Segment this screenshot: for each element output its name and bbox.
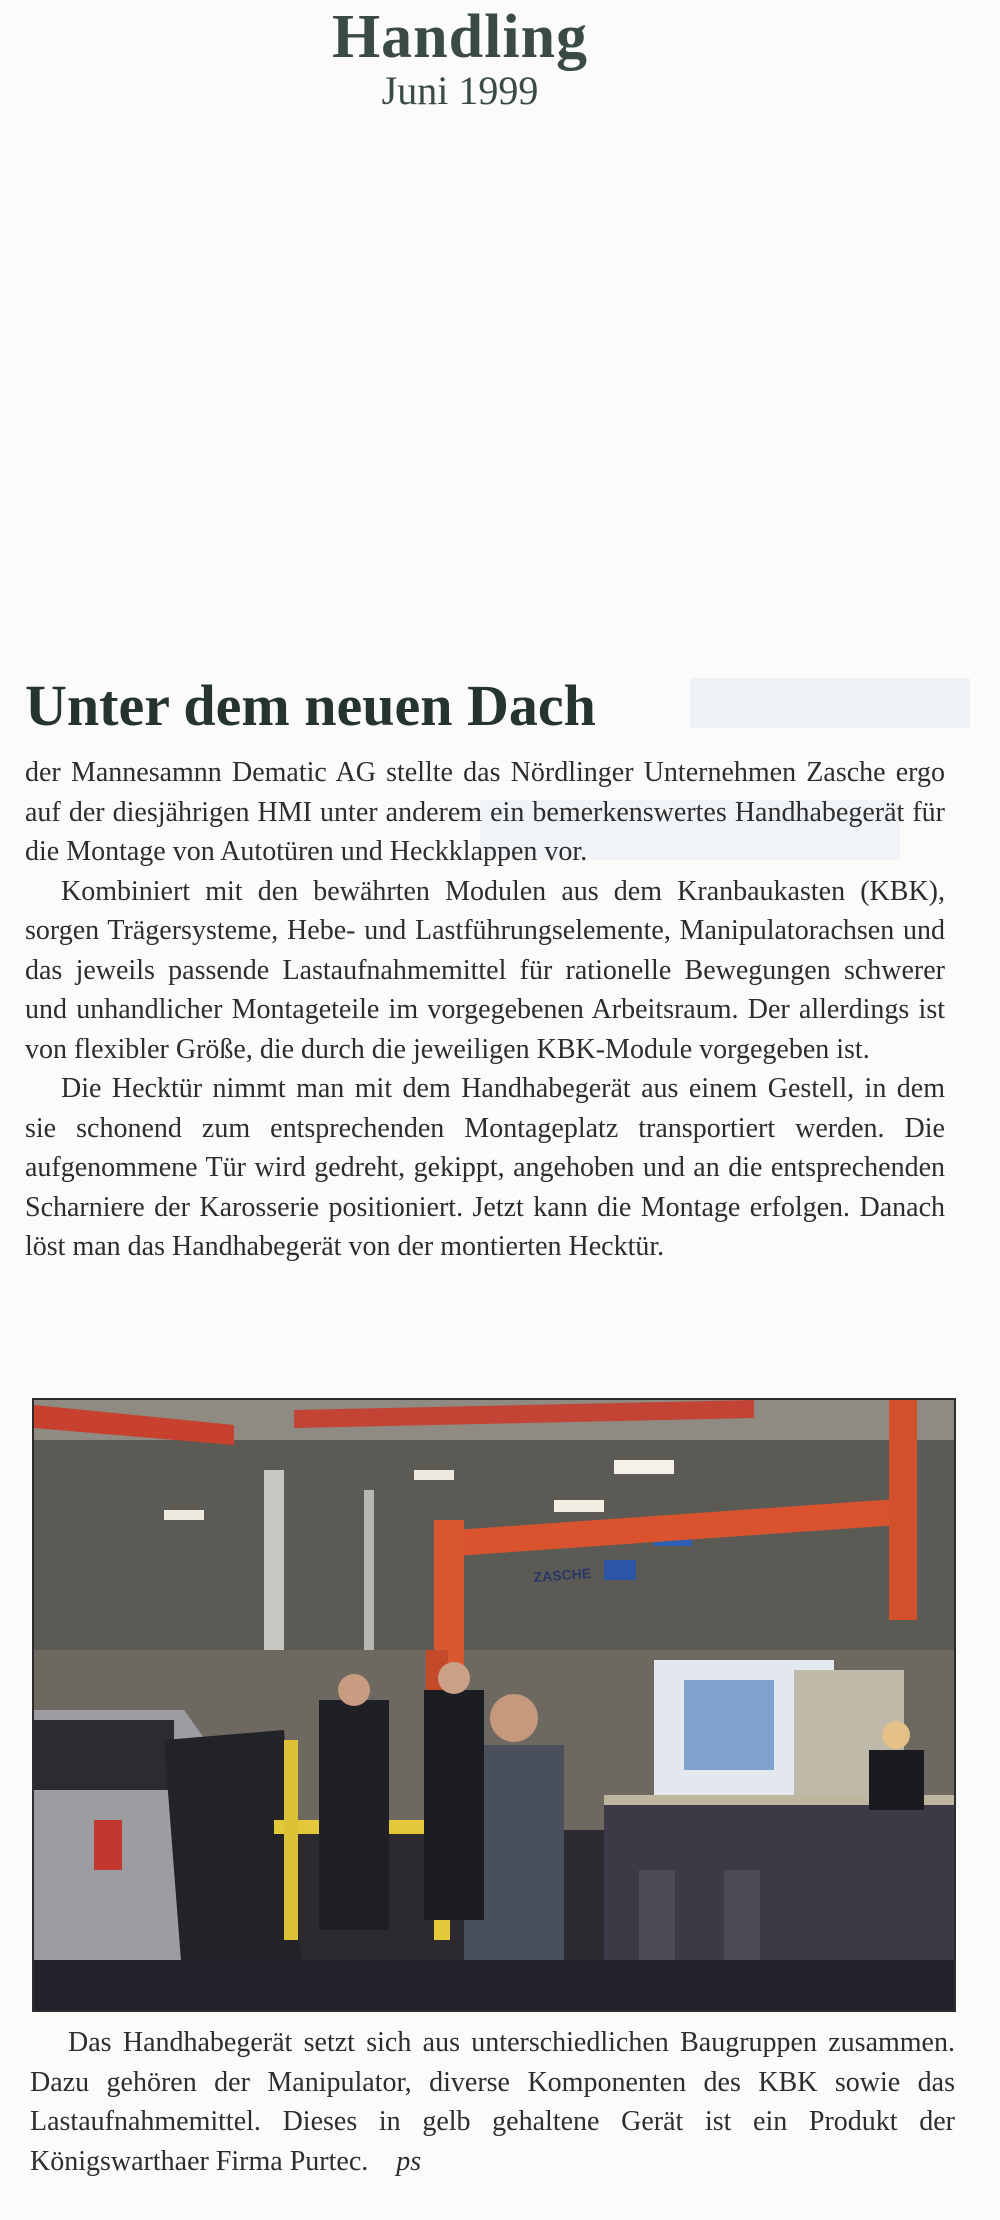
- trade-show-photo: [32, 1398, 956, 2012]
- article-body: [25, 753, 945, 1267]
- bleed-through-shadow: [690, 678, 970, 728]
- caption-text: [30, 2023, 955, 2181]
- publication-date: Juni 1999: [381, 68, 539, 113]
- photo-brand-label: ZASCHE: [533, 1565, 592, 1585]
- author-initials: ps: [396, 2145, 422, 2177]
- article-paragraph-3: Die Hecktür nimmt man mit dem Handhabegerät aus einem Gestell, in dem sie schonend zum entsprechenden Montageplatz transportiert werden. Die aufgenommene Tür wird gedreht, gekippt, angehoben und an die entsprechenden Scharniere der Karosserie positioniert. Jetzt kann die Montage erfolgen. Danach löst man das Handhabegerät von der montierten Hecktür.: [25, 1073, 945, 1262]
- article-paragraph-1: der Mannesamnn Dematic AG stellte das Nördlinger Unternehmen Zasche ergo auf der diesjährigen HMI unter anderem ein bemerkenswertes Handhabegerät für die Montage von Autotüren und Heckklappen vor.: [25, 757, 945, 867]
- article-paragraph-2: Kombiniert mit den bewährten Modulen aus dem Kranbaukasten (KBK), sorgen Trägersysteme, Hebe- und Lastführungselemente, Manipulatorachsen und das jeweils passende Lastaufnahmemittel für rationelle Bewegungen schwerer und unhandlicher Montageteile im vorgegebenen Arbeitsraum. Der allerdings ist von flexibler Größe, die durch die jeweiligen KBK-Module vorgegeben ist.: [25, 875, 945, 1065]
- photo-caption: [30, 2023, 955, 2181]
- article-headline: Unter dem neuen Dach: [25, 673, 596, 738]
- photo-illustration: [34, 1400, 954, 2010]
- publication-title: Handling: [331, 3, 589, 71]
- caption-body: Das Handhabegerät setzt sich aus unterschiedlichen Baugruppen zusammen. Dazu gehören der Manipulator, diverse Komponenten des KBK sowie das Lastaufnahmemittel. Dieses in gelb gehaltene Gerät ist ein Produkt der Königswarthaer Firma Purtec.: [30, 2027, 955, 2177]
- masthead: [0, 0, 920, 114]
